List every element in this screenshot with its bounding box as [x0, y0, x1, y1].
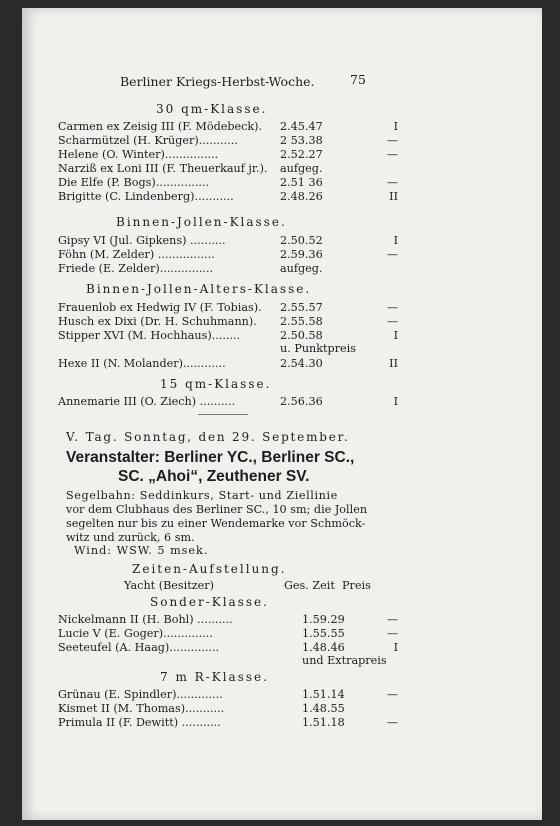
prize: I	[393, 120, 398, 133]
result-row	[58, 315, 398, 329]
prize: II	[389, 357, 398, 370]
total-time: 2.54.30	[280, 357, 323, 370]
total-time: aufgeg.	[280, 262, 323, 275]
yacht-owner: Kismet II (M. Thomas)...........	[58, 702, 225, 715]
prize: —	[386, 148, 398, 161]
result-row	[58, 234, 398, 248]
page-number: 75	[350, 72, 366, 87]
course-line: vor dem Clubhaus des Berliner SC., 10 sm; die Jollen	[66, 503, 368, 516]
column-header-yacht: Yacht (Besitzer)	[124, 579, 214, 592]
total-time: 2 53.38	[280, 134, 323, 147]
result-row	[58, 176, 398, 190]
section-title-7mr: 7 m R-Klasse.	[160, 670, 269, 684]
course-line: segelten nur bis zu einer Wendemarke vor Schmöck-	[66, 517, 366, 530]
yacht-owner: Seeteufel (A. Haag)..............	[58, 641, 220, 654]
section-title-30qm: 30 qm-Klasse.	[156, 102, 268, 116]
result-row	[58, 148, 398, 162]
section-title-sonder: Sonder-Klasse.	[150, 595, 269, 609]
prize: I	[393, 234, 398, 247]
section-title-alters: Binnen-Jollen-Alters-Klasse.	[86, 282, 312, 296]
result-row	[58, 329, 398, 357]
yacht-owner: Carmen ex Zeisig III (F. Mödebeck).	[58, 120, 263, 133]
yacht-owner: Annemarie III (O. Ziech) ..........	[58, 395, 236, 408]
organizer-line-2: SC. „Ahoi“, Zeuthener SV.	[118, 468, 310, 485]
total-time: 2.51 36	[280, 176, 323, 189]
total-time: 1.51.14	[302, 688, 345, 701]
book-page	[22, 8, 542, 820]
day-heading: V. Tag. Sonntag, den 29. September.	[66, 430, 350, 444]
yacht-owner: Grünau (E. Spindler).............	[58, 688, 223, 701]
result-row	[58, 613, 398, 627]
prize: I	[393, 395, 398, 408]
prize: —	[386, 716, 398, 729]
total-time: 1.48.55	[302, 702, 345, 715]
separator-rule	[198, 414, 248, 415]
wind-info: Wind: WSW. 5 msek.	[74, 544, 209, 557]
result-row	[58, 688, 398, 702]
yacht-owner: Frauenlob ex Hedwig IV (F. Tobias).	[58, 301, 262, 314]
prize: I	[393, 329, 398, 342]
yacht-owner: Die Elfe (P. Bogs)...............	[58, 176, 210, 189]
result-row	[58, 190, 398, 204]
section-title-binnen-jollen: Binnen-Jollen-Klasse.	[116, 215, 287, 229]
result-row	[58, 262, 398, 276]
result-row	[58, 627, 398, 641]
total-time: 2.48.26	[280, 190, 323, 203]
result-row	[58, 120, 398, 134]
extra-prize: und Extrapreis	[302, 654, 387, 667]
yacht-owner: Helene (O. Winter)...............	[58, 148, 219, 161]
section-title-15qm: 15 qm-Klasse.	[160, 377, 272, 391]
total-time: 2.55.57	[280, 301, 323, 314]
prize: —	[386, 613, 398, 626]
total-time: 2.56.36	[280, 395, 323, 408]
organizer-line-1: Veranstalter: Berliner YC., Berliner SC.,	[66, 449, 355, 466]
prize: —	[386, 301, 398, 314]
result-row	[58, 395, 398, 409]
yacht-owner: Friede (E. Zelder)...............	[58, 262, 214, 275]
yacht-owner: Scharmützel (H. Krüger)...........	[58, 134, 238, 147]
running-header: Berliner Kriegs-Herbst-Woche.	[120, 74, 315, 89]
total-time: 2.55.58	[280, 315, 323, 328]
column-header-time: Ges. Zeit	[284, 579, 335, 592]
yacht-owner: Hexe II (N. Molander)............	[58, 357, 226, 370]
prize: —	[386, 688, 398, 701]
result-row	[58, 248, 398, 262]
course-description	[66, 489, 386, 545]
yacht-owner: Gipsy VI (Jul. Gipkens) ..........	[58, 234, 226, 247]
yacht-owner: Lucie V (E. Goger)..............	[58, 627, 213, 640]
column-header-prize: Preis	[342, 579, 371, 592]
extra-prize: u. Punktpreis	[280, 342, 356, 355]
total-time: 2.50.52	[280, 234, 323, 247]
yacht-owner: Primula II (F. Dewitt) ...........	[58, 716, 221, 729]
yacht-owner: Nickelmann II (H. Bohl) ..........	[58, 613, 233, 626]
prize: I	[393, 641, 398, 654]
yacht-owner: Föhn (M. Zelder) ................	[58, 248, 215, 261]
yacht-owner: Narziß ex Loni III (F. Theuerkauf jr.).	[58, 162, 268, 175]
result-row	[58, 134, 398, 148]
prize: —	[386, 134, 398, 147]
table-title: Zeiten-Aufstellung.	[132, 562, 287, 576]
result-row	[58, 162, 398, 176]
total-time: 2.45.47	[280, 120, 323, 133]
prize: —	[386, 627, 398, 640]
total-time: 1.51.18	[302, 716, 345, 729]
total-time: 1.59.29	[302, 613, 345, 626]
prize: —	[386, 248, 398, 261]
course-line: Segelbahn: Seddinkurs, Start- und Ziellinie	[66, 489, 338, 502]
total-time: 2.52.27	[280, 148, 323, 161]
prize: —	[386, 176, 398, 189]
result-row	[58, 301, 398, 315]
yacht-owner: Husch ex Dixi (Dr. H. Schuhmann).	[58, 315, 257, 328]
result-row	[58, 641, 398, 669]
result-row	[58, 702, 398, 716]
total-time: 2.50.58	[280, 329, 323, 342]
yacht-owner: Stipper XVI (M. Hochhaus)........	[58, 329, 241, 342]
result-row	[58, 357, 398, 371]
total-time: 1.55.55	[302, 627, 345, 640]
prize: II	[389, 190, 398, 203]
yacht-owner: Brigitte (C. Lindenberg)...........	[58, 190, 234, 203]
total-time: 1.48.46	[302, 641, 345, 654]
total-time: aufgeg.	[280, 162, 323, 175]
course-line: witz und zurück, 6 sm.	[66, 531, 195, 544]
prize: —	[386, 315, 398, 328]
total-time: 2.59.36	[280, 248, 323, 261]
result-row	[58, 716, 398, 730]
